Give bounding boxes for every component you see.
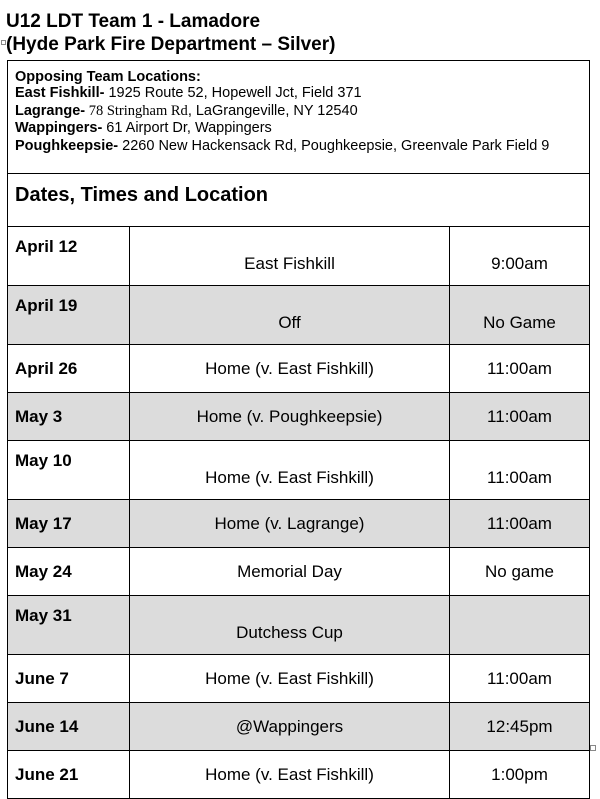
- location-address: 61 Airport Dr, Wappingers: [102, 120, 272, 136]
- location-team: Wappingers-: [15, 120, 103, 136]
- game-location: Home (v. East Fishkill): [130, 655, 450, 703]
- table-row: [8, 596, 590, 655]
- game-date: June 21: [8, 751, 130, 799]
- table-row: [8, 703, 590, 751]
- table-row: [8, 751, 590, 799]
- game-date: May 31: [8, 596, 130, 655]
- title-line-1: U12 LDT Team 1 - Lamadore: [6, 11, 261, 32]
- locations-heading: Opposing Team Locations:: [15, 69, 201, 85]
- game-location: Home (v. East Fishkill): [130, 441, 450, 500]
- game-location: @Wappingers: [130, 703, 450, 751]
- location-lagrange: [15, 103, 589, 121]
- game-location: Off: [130, 286, 450, 345]
- game-time: 11:00am: [450, 345, 590, 393]
- table-row: [8, 655, 590, 703]
- location-team: Poughkeepsie-: [15, 137, 119, 154]
- location-address: 2260 New Hackensack Rd, Poughkeepsie, Greenvale Park Field 9: [118, 137, 550, 154]
- table-resize-handle[interactable]: [590, 745, 596, 751]
- table-anchor-handle[interactable]: [1, 40, 6, 45]
- document-title: [6, 10, 335, 56]
- table-row: [8, 393, 590, 441]
- location-address: , LaGrangeville, NY 12540: [187, 102, 358, 119]
- game-time: No Game: [450, 286, 590, 345]
- table-row: [8, 548, 590, 596]
- game-location: Home (v. East Fishkill): [130, 345, 450, 393]
- game-time: 11:00am: [450, 500, 590, 548]
- schedule-heading-cell: [8, 174, 590, 227]
- table-row: [8, 345, 590, 393]
- table-row: [8, 500, 590, 548]
- game-date: April 12: [8, 227, 130, 286]
- game-date: June 14: [8, 703, 130, 751]
- game-date: June 7: [8, 655, 130, 703]
- game-time: 1:00pm: [450, 751, 590, 799]
- game-time: [450, 596, 590, 655]
- game-time: 11:00am: [450, 393, 590, 441]
- location-address: 1925 Route 52, Hopewell Jct, Field 371: [104, 85, 362, 101]
- table-row: [8, 441, 590, 500]
- game-date: April 26: [8, 345, 130, 393]
- game-time: No game: [450, 548, 590, 596]
- location-east-fishkill: [15, 85, 589, 103]
- game-location: Dutchess Cup: [130, 596, 450, 655]
- game-date: April 19: [8, 286, 130, 345]
- game-location: Home (v. Poughkeepsie): [130, 393, 450, 441]
- location-address-street: 78 Stringham Rd: [85, 102, 188, 119]
- table-row: [8, 227, 590, 286]
- game-location: Home (v. East Fishkill): [130, 751, 450, 799]
- location-team: Lagrange-: [15, 102, 86, 119]
- game-location: Home (v. Lagrange): [130, 500, 450, 548]
- locations-cell: [8, 61, 590, 174]
- game-location: East Fishkill: [130, 227, 450, 286]
- game-time: 9:00am: [450, 227, 590, 286]
- schedule-heading: Dates, Times and Location: [15, 184, 269, 206]
- game-date: May 24: [8, 548, 130, 596]
- location-wappingers: [15, 120, 589, 138]
- game-time: 11:00am: [450, 441, 590, 500]
- game-location: Memorial Day: [130, 548, 450, 596]
- table-row: [8, 286, 590, 345]
- game-date: May 10: [8, 441, 130, 500]
- title-line-2: (Hyde Park Fire Department – Silver): [6, 34, 336, 55]
- game-time: 11:00am: [450, 655, 590, 703]
- schedule-table: [7, 60, 590, 799]
- location-team: East Fishkill-: [15, 85, 105, 101]
- game-time: 12:45pm: [450, 703, 590, 751]
- location-poughkeepsie: [15, 138, 589, 156]
- game-date: May 17: [8, 500, 130, 548]
- game-date: May 3: [8, 393, 130, 441]
